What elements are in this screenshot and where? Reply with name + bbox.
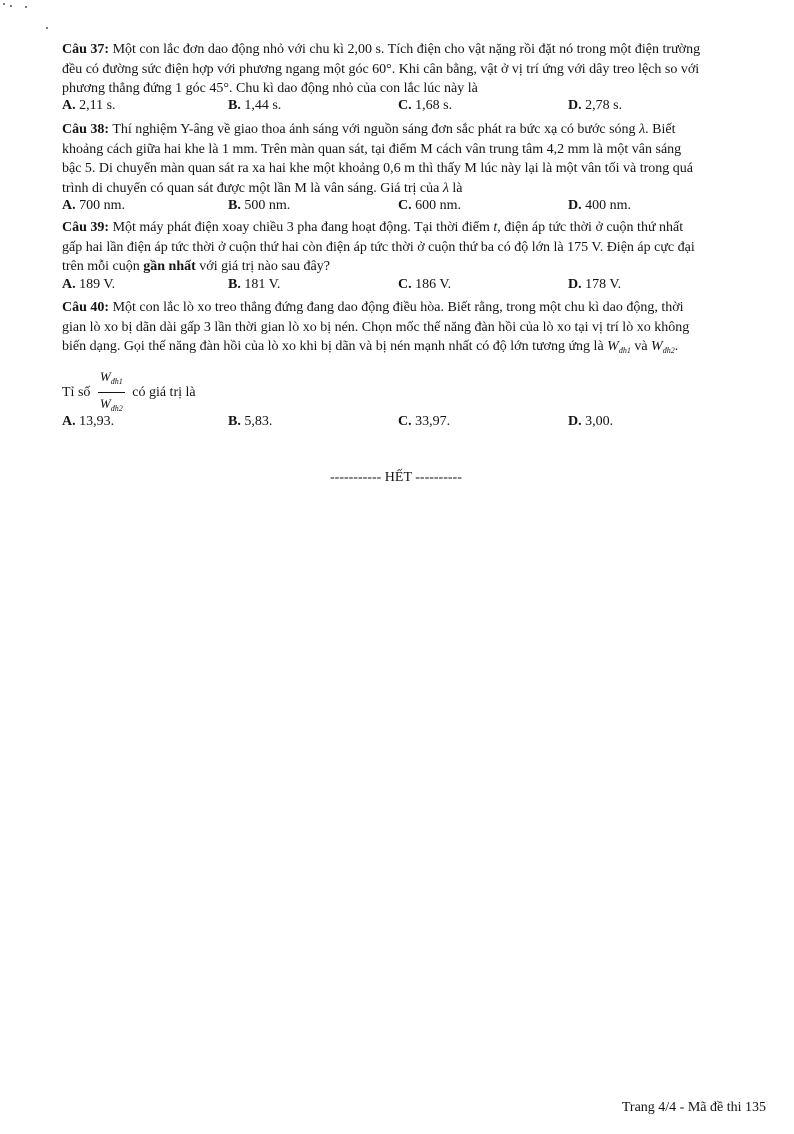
- option-a: A. 700 nm.: [62, 198, 126, 213]
- answer-options-40: [62, 414, 782, 432]
- question-line: bậc 5. Di chuyển màn quan sát ra xa hai khe một khoảng 0,6 m thì thấy M lúc này lại là một vân tối và trong quá: [62, 161, 694, 176]
- question-40: [62, 298, 782, 419]
- option-b: B. 1,44 s.: [228, 98, 282, 113]
- question-37: [62, 40, 782, 99]
- option-a: A. 2,11 s.: [62, 98, 116, 113]
- question-line: trình di chuyển có quan sát được một lần M là vân sáng. Giá trị của λ là: [62, 180, 463, 196]
- answer-options-39: [62, 277, 782, 295]
- option-d: D. 400 nm.: [568, 198, 632, 213]
- question-line: gấp hai lần điện áp tức thời ở cuộn thứ hai còn điện áp tức thời ở cuộn thứ ba có độ lớn là 175 V. Điện áp cực đại: [62, 239, 695, 255]
- question-label: Câu 38:: [62, 122, 110, 137]
- option-a: A. 189 V.: [62, 277, 116, 292]
- scan-speck: [3, 3, 5, 5]
- option-b: B. 5,83.: [228, 414, 273, 429]
- question-line: biến dạng. Gọi thế năng đàn hồi của lò xo khi bị dãn và bị nén mạnh nhất có độ lớn tương ứng là $W_{đh1}$ và $W_{đh2}$.: [62, 339, 679, 355]
- emphasis-text: gần nhất: [143, 259, 196, 274]
- option-b: B. 181 V.: [228, 277, 281, 292]
- question-line: trên mỗi cuộn gần nhất với giá trị nào sau đây?: [62, 259, 330, 274]
- scan-speck: [46, 27, 48, 29]
- option-c: C. 186 V.: [398, 277, 452, 292]
- question-label: Câu 40:: [62, 300, 110, 315]
- energy-ratio-fraction: $\frac{W_{đh1}}{W_{đh2}}$: [99, 368, 123, 413]
- question-line: khoảng cách giữa hai khe là 1 mm. Trên màn quan sát, tại điểm M cách vân trung tâm 4,2 mm là một vân sáng: [62, 141, 682, 157]
- option-a: A. 13,93.: [62, 414, 115, 429]
- option-d: D. 178 V.: [568, 277, 622, 292]
- option-d: D. 3,00.: [568, 414, 614, 429]
- scan-speck: [10, 5, 12, 7]
- question-38: [62, 120, 782, 198]
- lambda-symbol: λ: [442, 180, 449, 196]
- page-footer: Trang 4/4 - Mã đề thi 135: [621, 1100, 766, 1115]
- option-c: C. 33,97.: [398, 414, 451, 429]
- question-line: phương thẳng đứng 1 góc 45°. Chu kì dao động nhỏ của con lắc lúc này là: [62, 81, 478, 96]
- ratio-line: Tỉ số $\frac{W_{đh1}}{W_{đh2}}$ có giá trị là: [62, 367, 782, 419]
- lambda-symbol: λ: [639, 122, 646, 137]
- question-line: gian lò xo bị dãn dài gấp 3 lần thời gian lò xo bị nén. Chọn mốc thế năng đàn hồi của lò xo tại vị trí lò xo không: [62, 319, 690, 335]
- question-label: Câu 37:: [62, 42, 110, 57]
- question-line: Câu 40: Một con lắc lò xo treo thẳng đứng đang dao động điều hòa. Biết rằng, trong một chu kì dao động, thời: [62, 300, 684, 315]
- question-line: đều có đường sức điện hợp với phương ngang một góc 60°. Khi cân bằng, vật ở vị trí ứng với dây treo lệch so với: [62, 61, 700, 77]
- scan-speck: [25, 6, 27, 8]
- option-d: D. 2,78 s.: [568, 98, 623, 113]
- question-label: Câu 39:: [62, 220, 110, 235]
- option-c: C. 1,68 s.: [398, 98, 453, 113]
- answer-options-37: [62, 98, 782, 116]
- option-c: C. 600 nm.: [398, 198, 462, 213]
- option-b: B. 500 nm.: [228, 198, 291, 213]
- question-39: [62, 218, 782, 277]
- end-marker: ----------- HẾT ----------: [330, 470, 462, 485]
- t-symbol: t: [493, 220, 498, 235]
- question-line: Câu 39: Một máy phát điện xoay chiều 3 pha đang hoạt động. Tại thời điểm t, điện áp tức thời ở cuộn thứ nhất: [62, 220, 684, 235]
- question-line: Câu 37: Một con lắc đơn dao động nhỏ với chu kì 2,00 s. Tích điện cho vật nặng rồi đặt nó trong một điện trường: [62, 42, 701, 57]
- question-line: Câu 38: Thí nghiệm Y-âng về giao thoa ánh sáng với nguồn sáng đơn sắc phát ra bức xạ có bước sóng λ. Biết: [62, 122, 676, 137]
- answer-options-38: [62, 198, 782, 216]
